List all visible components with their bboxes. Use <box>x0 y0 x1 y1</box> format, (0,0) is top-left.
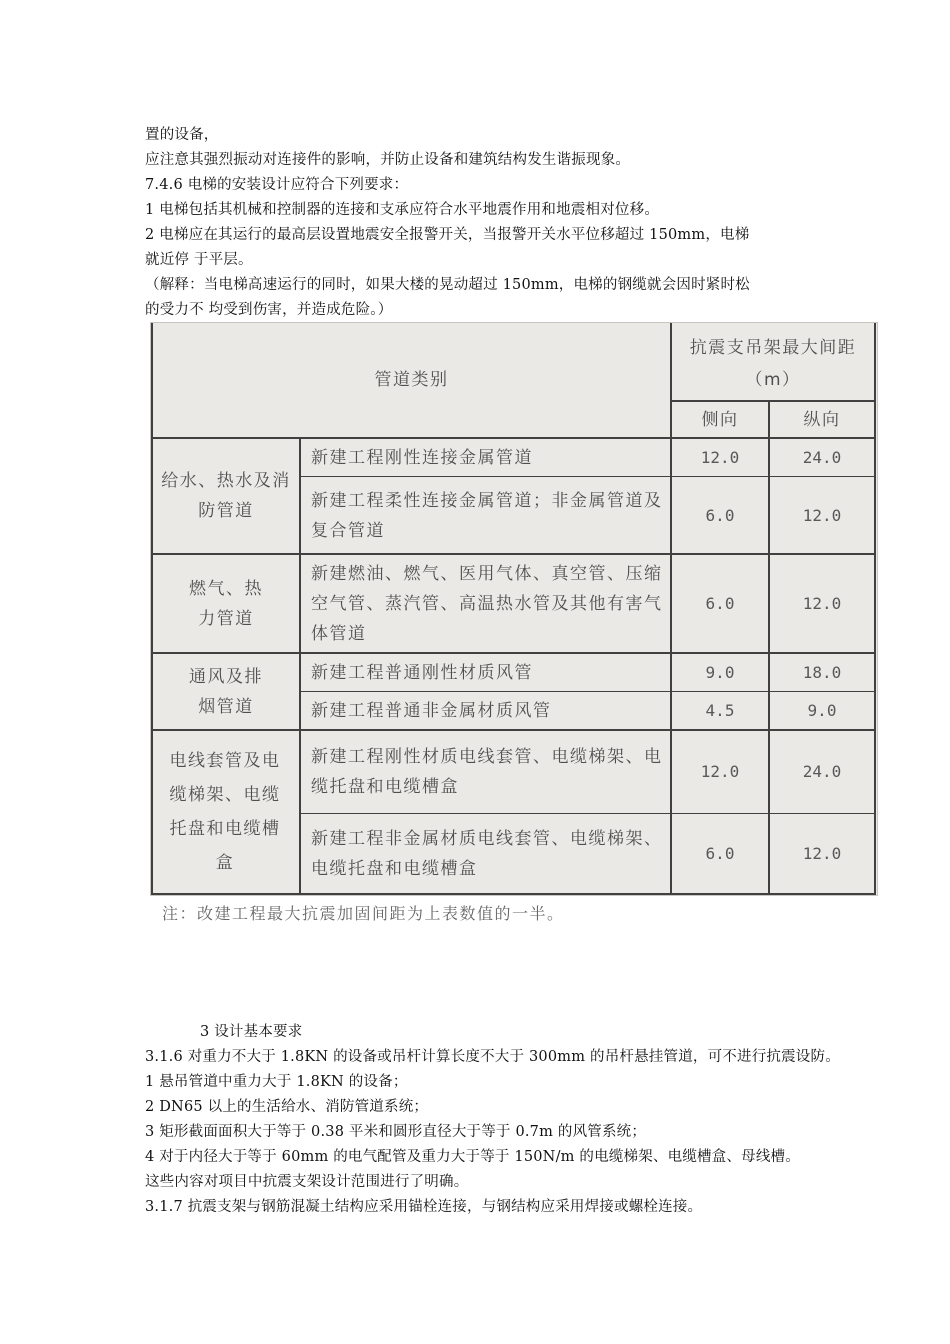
pipe-desc: 新建工程非金属材质电线套管、电缆梯架、电缆托盘和电缆槽盒 <box>311 828 663 879</box>
text-line: 1 悬吊管道中重力大于 1.8KN 的设备； <box>145 1074 408 1090</box>
text-line: 1 电梯包括其机械和控制器的连接和支承应符合水平地震作用和地震相对位移。 <box>145 202 660 218</box>
section-heading: 7.4.6 电梯的安装设计应符合下列要求： <box>145 177 409 193</box>
text-line: 置的设备， <box>145 127 219 143</box>
lateral-value: 6.0 <box>705 593 735 613</box>
pipe-desc: 新建燃油、燃气、医用气体、真空管、压缩空气管、蒸汽管、高温热水管及其他有害气体管道 <box>311 563 663 644</box>
text-line: 这些内容对项目中抗震支架设计范围进行了明确。 <box>145 1174 469 1190</box>
header-max-spacing: 抗震支吊架最大间距（m） <box>689 338 857 390</box>
text-line: 3.1.6 对重力不大于 1.8KN 的设备或吊杆计算长度不大于 300mm 的吊杆悬挂管道，可不进行抗震设防。 <box>145 1049 840 1065</box>
longitudinal-value: 12.0 <box>802 843 842 863</box>
longitudinal-value: 12.0 <box>802 593 842 613</box>
lateral-value: 12.0 <box>700 762 740 781</box>
lateral-value: 9.0 <box>705 662 735 682</box>
lateral-value: 4.5 <box>705 700 735 720</box>
group-name: 给水、热水及消防管道 <box>161 471 291 521</box>
seismic-support-spacing-table <box>150 322 878 896</box>
group-name: 电线套管及电缆梯架、电缆托盘和电缆槽盒 <box>169 751 281 873</box>
longitudinal-value: 18.0 <box>802 662 842 682</box>
header-longitudinal: 纵向 <box>803 409 841 430</box>
text-line: 3 矩形截面面积大于等于 0.38 平米和圆形直径大于等于 0.7m 的风管系统； <box>145 1124 647 1140</box>
longitudinal-value: 9.0 <box>807 700 837 720</box>
longitudinal-value: 12.0 <box>802 505 842 525</box>
longitudinal-value: 24.0 <box>802 447 842 467</box>
section-title: 3 设计基本要求 <box>200 1024 303 1040</box>
text-line: 2 DN65 以上的生活给水、消防管道系统； <box>145 1099 429 1115</box>
lateral-value: 6.0 <box>705 843 735 863</box>
pipe-desc: 新建工程普通非金属材质风管 <box>311 700 552 721</box>
text-line: （解释：当电梯高速运行的同时，如果大楼的晃动超过 150mm，电梯的钢缆就会因时紧时松 <box>145 277 750 293</box>
pipe-desc: 新建工程普通刚性材质风管 <box>311 662 533 683</box>
lateral-value: 12.0 <box>700 447 740 467</box>
text-line: 3.1.7 抗震支架与钢筋混凝土结构应采用锚栓连接，与钢结构应采用焊接或螺栓连接。 <box>145 1199 703 1215</box>
group-name: 燃气、热力管道 <box>189 578 263 629</box>
text-line: 应注意其强烈振动对连接件的影响，并防止设备和建筑结构发生谐振现象。 <box>145 152 631 168</box>
lateral-value: 6.0 <box>705 505 735 525</box>
text-line: 4 对于内径大于等于 60mm 的电气配管及重力大于等于 150N/m 的电缆梯架、电缆槽盒、母线槽。 <box>145 1149 800 1165</box>
longitudinal-value: 24.0 <box>802 762 842 781</box>
pipe-desc: 新建工程柔性连接金属管道；非金属管道及复合管道 <box>311 490 663 541</box>
text-line: 2 电梯应在其运行的最高层设置地震安全报警开关，当报警开关水平位移超过 150mm，电梯 <box>145 227 750 243</box>
table-note: 注：改建工程最大抗震加固间距为上表数值的一半。 <box>162 904 565 923</box>
pipe-desc: 新建工程刚性连接金属管道 <box>311 447 533 468</box>
text-line: 的受力不 均受到伤害，并造成危险。） <box>145 302 393 318</box>
header-category: 管道类别 <box>374 370 449 390</box>
header-lateral: 侧向 <box>701 409 739 430</box>
group-name: 通风及排烟管道 <box>189 666 263 717</box>
text-line: 就近停 于平层。 <box>145 252 253 268</box>
pipe-desc: 新建工程刚性材质电线套管、电缆梯架、电缆托盘和电缆槽盒 <box>311 747 663 797</box>
